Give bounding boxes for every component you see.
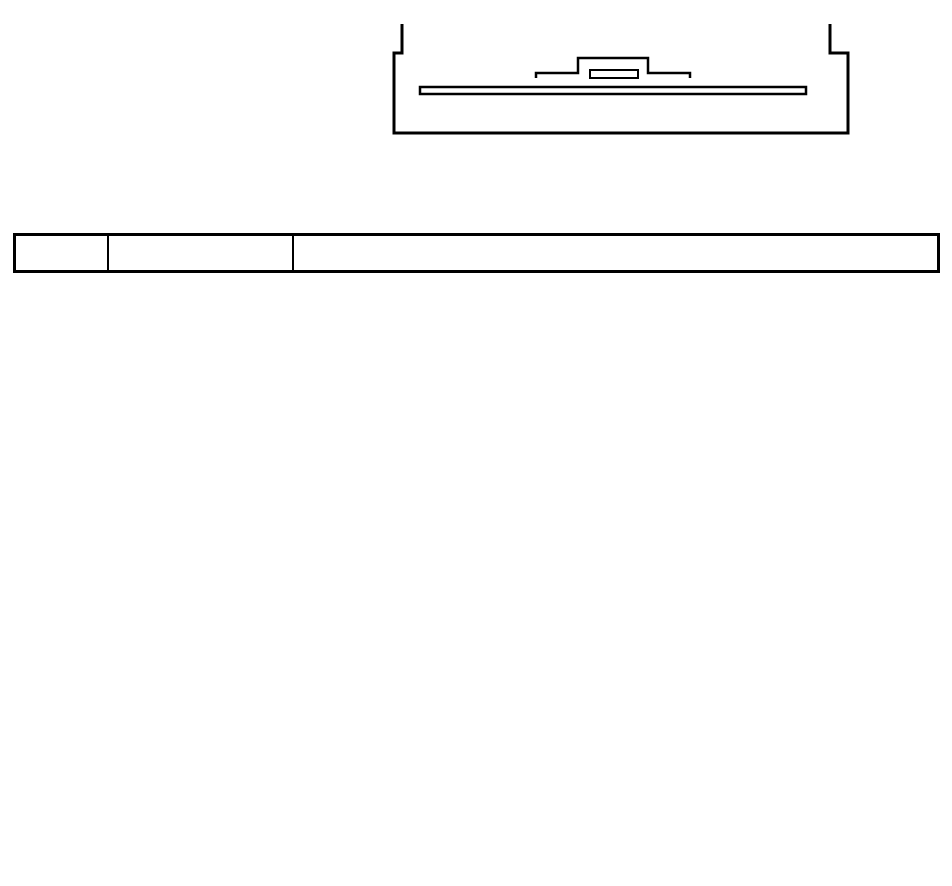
connector-key — [536, 58, 690, 78]
pin-table — [13, 233, 940, 273]
column-header-circuit — [108, 235, 293, 272]
column-header-pin — [15, 235, 108, 272]
row-separator — [420, 87, 806, 94]
connector-face-diagram — [350, 18, 890, 153]
part-number-unheated — [18, 96, 21, 122]
table-header-row — [15, 235, 939, 272]
part-number-heated — [18, 60, 21, 86]
connector-key-slot — [590, 70, 638, 78]
column-header-function — [293, 235, 939, 272]
